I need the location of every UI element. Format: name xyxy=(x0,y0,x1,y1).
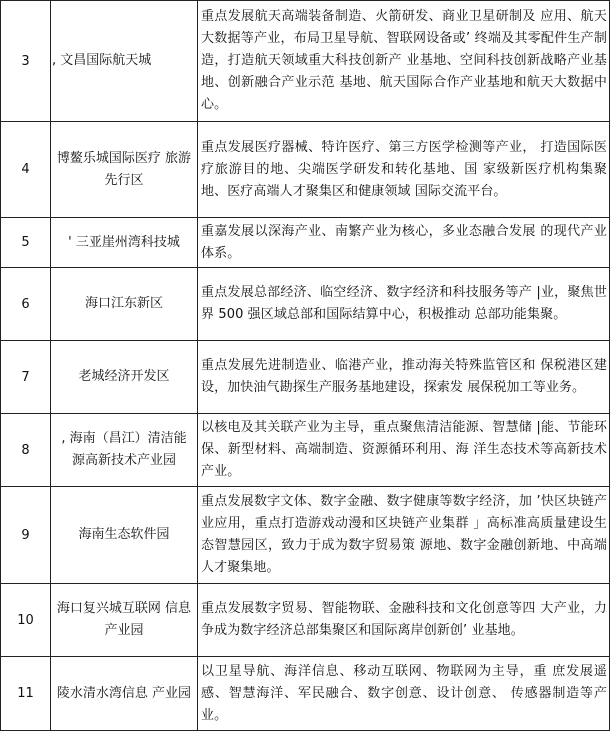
park-description: 重点发展先进制造业、临港产业，推动海关特殊监管区和 保税港区建设，加快油气勘探生产服务基地建设，探索发 展保税加工等业务。 xyxy=(198,341,610,414)
park-name: , 文昌国际航天城 xyxy=(51,1,198,122)
row-number: 7 xyxy=(1,341,51,414)
row-number: 6 xyxy=(1,268,51,341)
table-row xyxy=(1,657,610,731)
row-number: 9 xyxy=(1,487,51,584)
table-row xyxy=(1,487,610,584)
park-description: 以卫星导航、海洋信息、移动互联网、物联网为主导，重 庶发展遥感、智慧海洋、军民融合、数字创意、设计创意、 传感器制造等产业。 xyxy=(198,657,610,731)
park-description: 重点发展航天高端装备制造、火箭研发、商业卫星研制及 应用、航天大数据等产业，布局卫星导航、智联网设备或’ 终端及其零配件生产制造，打造航天领域重大科技创新产 业基地、空间科技创新战略产业基地、创新融合产业示范 基地、航天国际合作产业基地和航天大数据中心。 xyxy=(198,1,610,122)
park-name: 博鳌乐城国际医疗 旅游先行区 xyxy=(51,122,198,218)
table-row xyxy=(1,584,610,657)
park-description: 重点发展数字贸易、智能物联、金融科技和文化创意等四 大产业，力争成为数字经济总部集聚区和国际离岸创新创’ 业基地。 xyxy=(198,584,610,657)
park-name: 海南生态软件园 xyxy=(51,487,198,584)
row-number: 3 xyxy=(1,1,51,122)
park-description: 重嘉发展以深海产业、南繁产业为核心，多业态融合发展 的现代产业体系。 xyxy=(198,218,610,268)
row-number: 8 xyxy=(1,414,51,487)
park-name: ' 三亚崖州湾科技城 xyxy=(51,218,198,268)
park-description: 重点发展总部经济、临空经济、数字经济和科技服务等产 |业，聚焦世界 500 强区域总部和国际结算中心，积极推动 总部功能集聚。 xyxy=(198,268,610,341)
park-description: 以核电及其关联产业为主导，重点聚焦清洁能源、智慧储 |能、节能环保、新型材料、高端制造、资源循环利用、海 洋生态技术等高新技术产业。 xyxy=(198,414,610,487)
park-name: 海口江东新区 xyxy=(51,268,198,341)
table-row xyxy=(1,1,610,122)
park-description: 重点发展数字文体、数字金融、数字健康等数字经济，加 ’快区块链产业应用，重点打造游戏动漫和区块链产业集群 」高标准高质量建设生态智慧园区，致力于成为数字贸易策 源地、数字金融创新地、中高端人才聚集地。 xyxy=(198,487,610,584)
table-row xyxy=(1,414,610,487)
table-row xyxy=(1,268,610,341)
park-name: 陵水清水湾信息 产业园 xyxy=(51,657,198,731)
table-row xyxy=(1,122,610,218)
table-row xyxy=(1,341,610,414)
park-name: , 海南（昌江）清洁能源高新技术产业园 xyxy=(51,414,198,487)
row-number: 5 xyxy=(1,218,51,268)
row-number: 4 xyxy=(1,122,51,218)
row-number: 11 xyxy=(1,657,51,731)
park-name: 海口复兴城互联网 信息产业园 xyxy=(51,584,198,657)
park-description: 重点发展医疗器械、特许医疗、第三方医学检测等产业， 打造国际医疗旅游目的地、尖端医学研发和转化基地、国 家级新医疗机构集聚地、医疗高端人才聚集区和健康领域 国际交流平台。 xyxy=(198,122,610,218)
table-row xyxy=(1,218,610,268)
row-number: 10 xyxy=(1,584,51,657)
park-name: 老城经济开发区 xyxy=(51,341,198,414)
